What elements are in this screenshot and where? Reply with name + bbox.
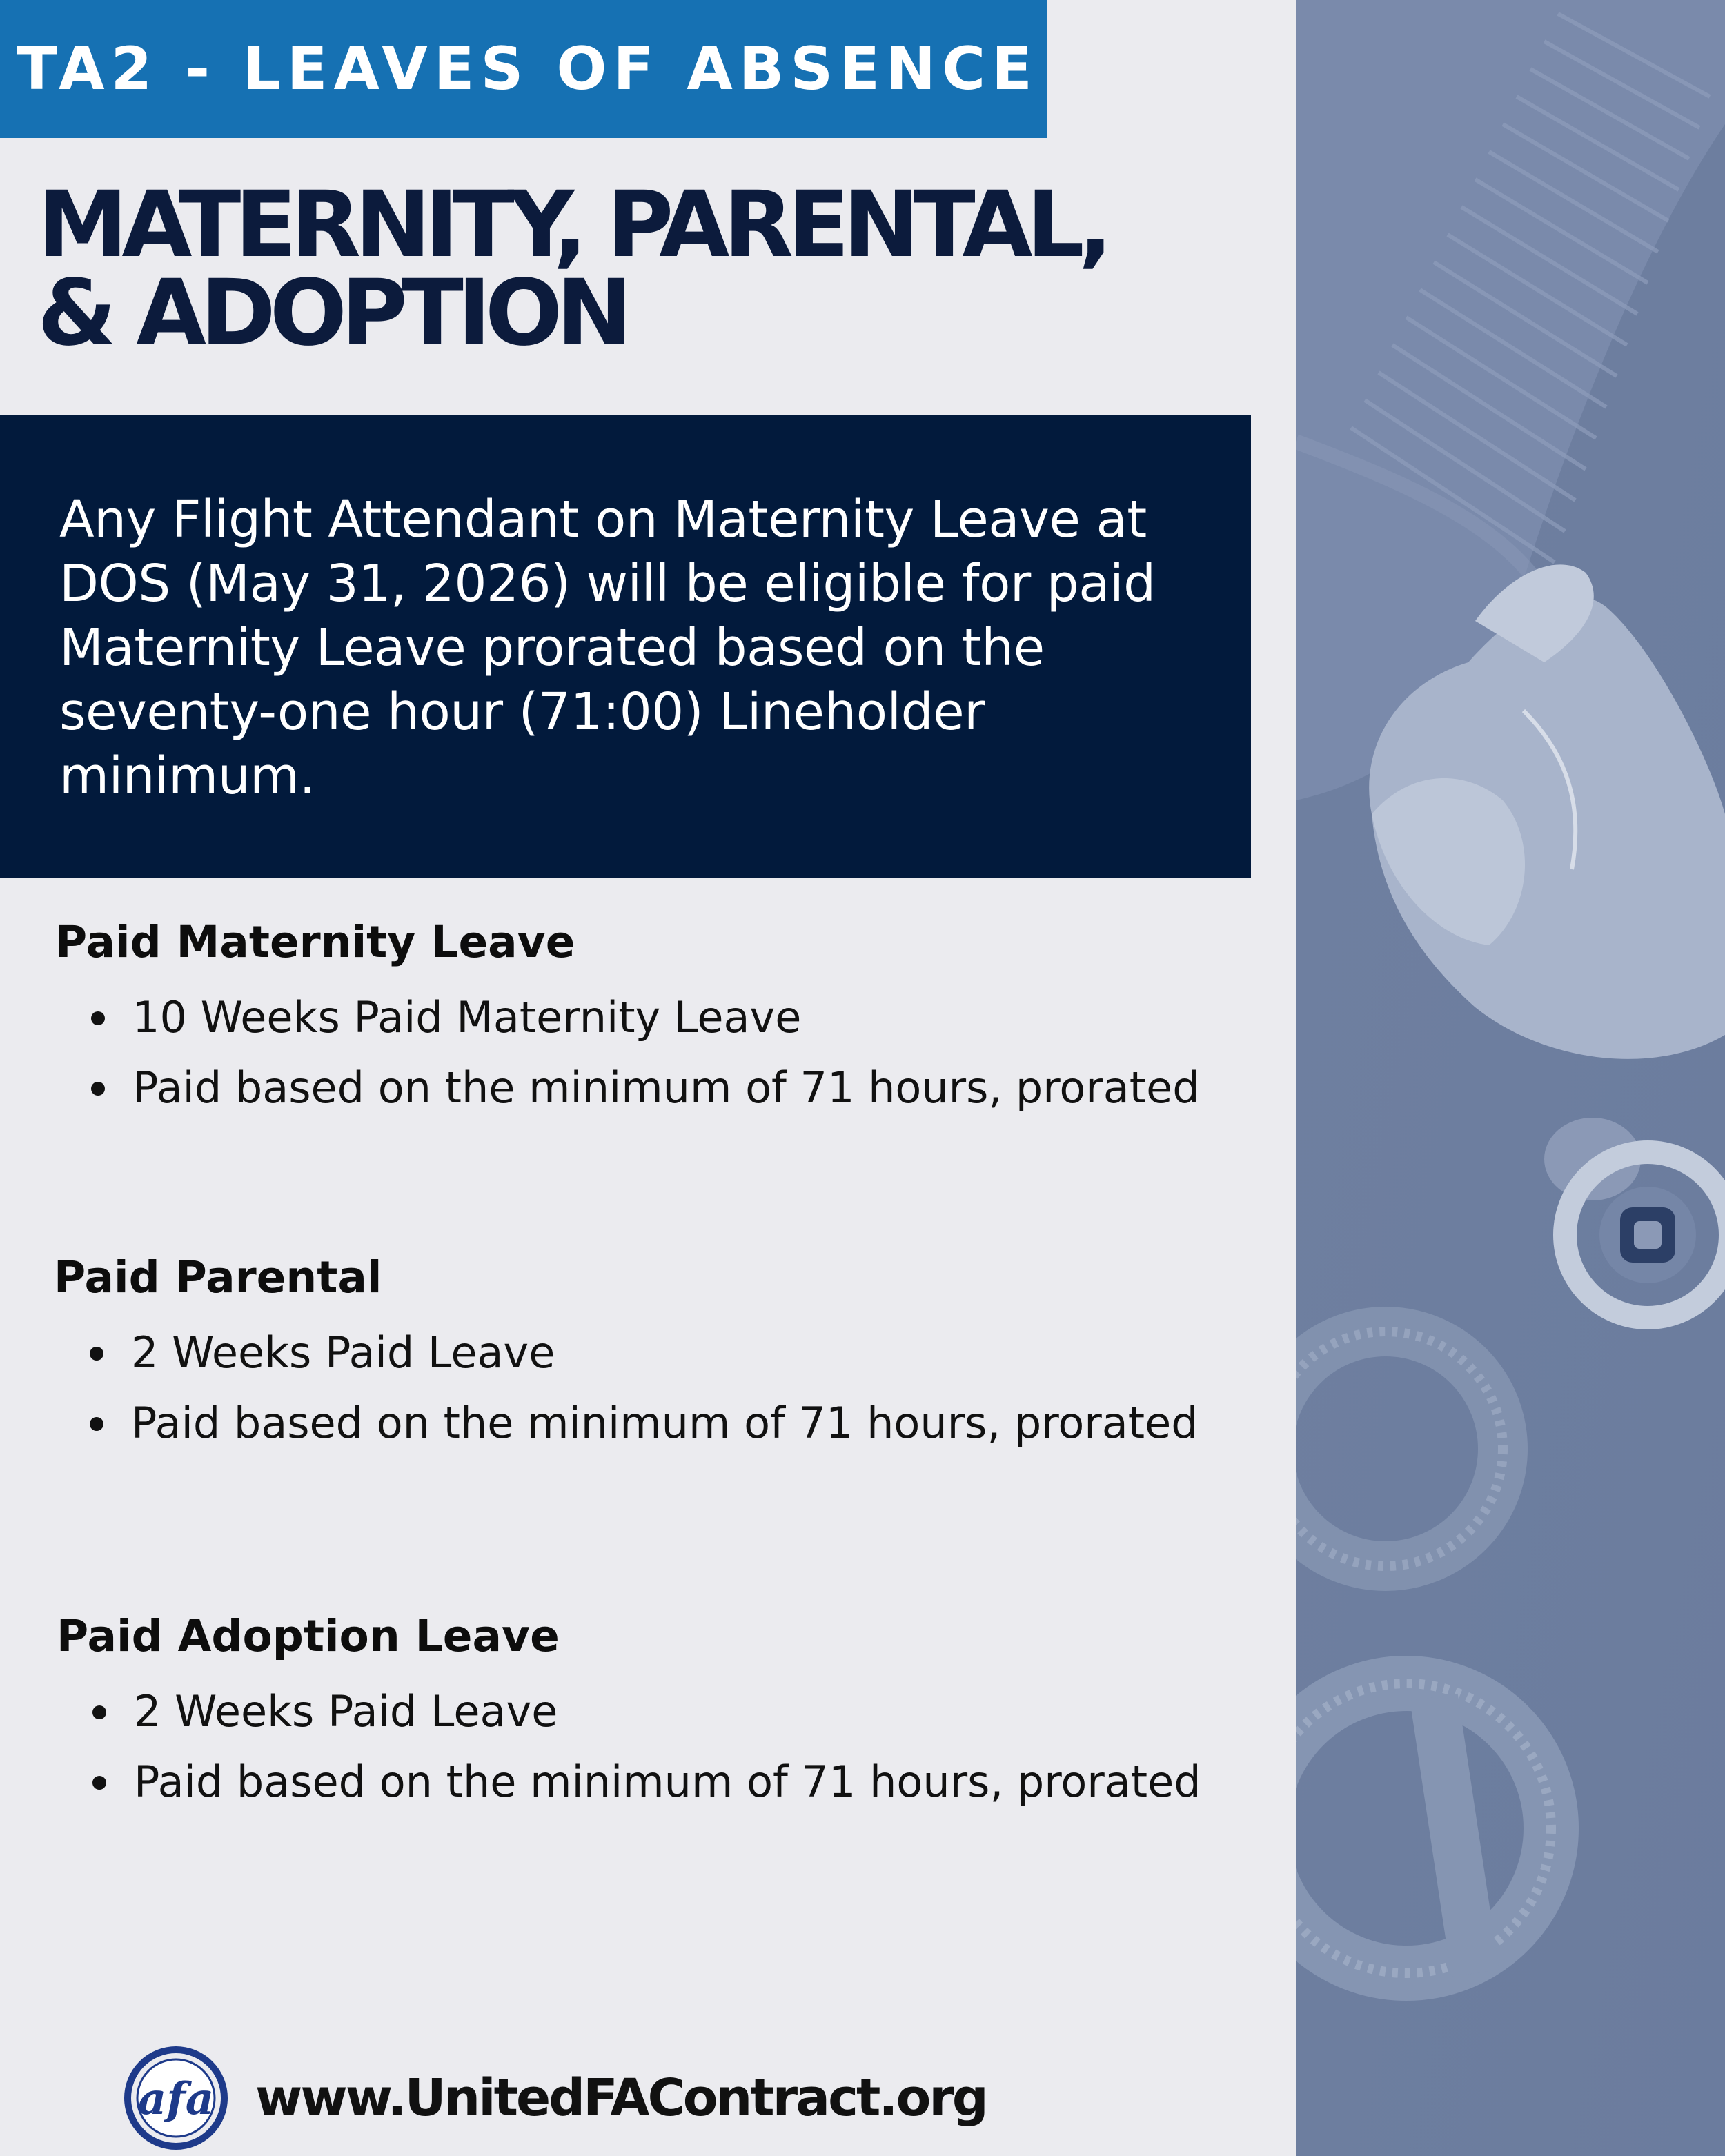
bullet-list [57,1677,1285,1817]
logo-text: afa [137,2073,215,2125]
bullet-icon [91,1082,105,1096]
page-title [37,172,1252,366]
bullet-icon [90,1417,103,1431]
section-paid-adoption-leave [57,1609,1285,1817]
list-item: 2 Weeks Paid Leave [54,1318,1282,1388]
page-title-line-2: & ADOPTION [37,260,627,366]
header-bar [0,0,1047,138]
bullet-icon [91,1011,105,1025]
section-heading: Paid Adoption Leave [57,1611,560,1661]
list-item: 10 Weeks Paid Maternity Leave [55,982,1283,1053]
section-heading: Paid Maternity Leave [55,917,575,967]
header-label: TA2 - LEAVES OF ABSENCE [17,34,1038,103]
bullet-icon [92,1776,106,1790]
section-paid-parental [54,1250,1282,1458]
bullet-list [54,1318,1282,1458]
intro-text: Any Flight Attendant on Maternity Leave at DOS (May 31, 2026) will be eligible for paid Maternity Leave prorated based on the seventy-one hour (71:00) Lineholder minimum. [59,490,1156,806]
list-item: Paid based on the minimum of 71 hours, prorated [57,1747,1285,1817]
footer-url-link[interactable]: www.UnitedFAContract.org [255,2068,987,2128]
afa-logo-icon [121,2046,230,2150]
list-item: Paid based on the minimum of 71 hours, prorated [55,1053,1283,1123]
section-heading: Paid Parental [54,1252,382,1303]
baby-items-photo [1296,0,1725,2156]
bullet-icon [92,1705,106,1719]
page-title-line-1: MATERNITY, PARENTAL, [37,172,1107,278]
list-item: 2 Weeks Paid Leave [57,1677,1285,1747]
section-paid-maternity-leave [55,915,1283,1123]
bullet-list [55,982,1283,1123]
bullet-icon [90,1347,103,1361]
intro-box [0,415,1251,878]
list-item: Paid based on the minimum of 71 hours, prorated [54,1388,1282,1458]
